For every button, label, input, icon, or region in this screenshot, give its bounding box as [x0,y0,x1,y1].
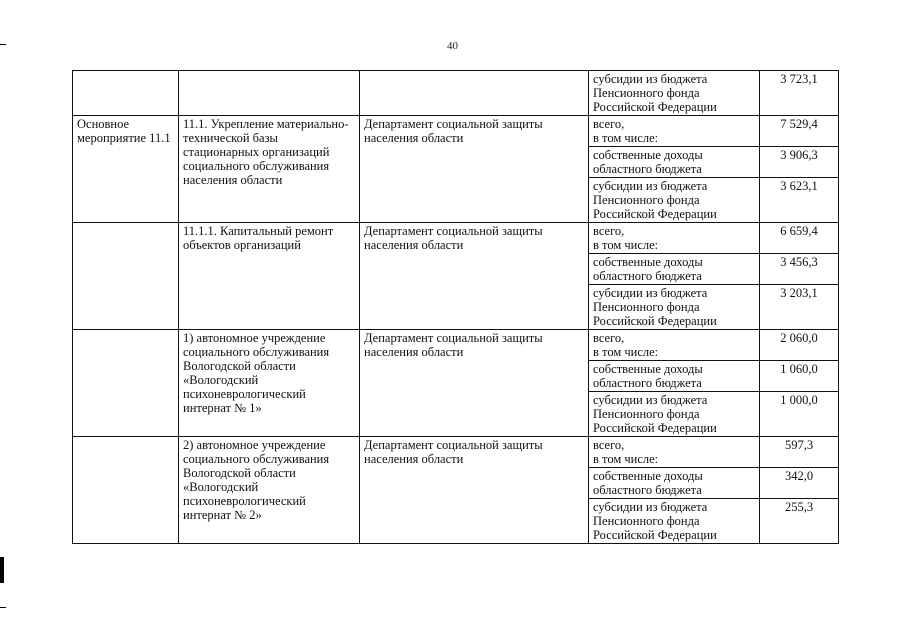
funding-source-cell: собственные доходы областного бюджета [589,254,760,285]
funding-source-cell: собственные доходы областного бюджета [589,361,760,392]
funding-source-cell: субсидии из бюджета Пенсионного фонда Российской Федерации [589,71,760,116]
amount-cell: 597,3 [760,437,839,468]
table-row [73,223,839,254]
main-event-cell [73,437,179,544]
amount-cell: 342,0 [760,468,839,499]
main-event-cell [73,223,179,330]
executor-cell: Департамент социальной защиты населения области [360,223,589,330]
page-number: 40 [447,40,458,52]
funding-source-cell: собственные доходы областного бюджета [589,147,760,178]
funding-source-cell: субсидии из бюджета Пенсионного фонда Российской Федерации [589,392,760,437]
amount-cell: 2 060,0 [760,330,839,361]
budget-table-body [73,71,839,544]
left-margin-tick-bottom [0,607,6,608]
funding-source-cell: всего, в том числе: [589,116,760,147]
left-margin-tick [0,44,6,45]
activity-cell: 11.1.1. Капитальный ремонт объектов организаций [179,223,360,330]
amount-cell: 1 060,0 [760,361,839,392]
activity-cell [179,71,360,116]
budget-table [72,70,839,544]
executor-cell: Департамент социальной защиты населения области [360,116,589,223]
amount-cell: 3 623,1 [760,178,839,223]
funding-source-cell: всего, в том числе: [589,330,760,361]
funding-source-cell: субсидии из бюджета Пенсионного фонда Российской Федерации [589,178,760,223]
table-row [73,330,839,361]
amount-cell: 3 723,1 [760,71,839,116]
executor-cell: Департамент социальной защиты населения области [360,330,589,437]
left-margin-barcode [0,557,4,583]
amount-cell: 3 906,3 [760,147,839,178]
funding-source-cell: всего, в том числе: [589,437,760,468]
table-row [73,437,839,468]
activity-cell: 1) автономное учреждение социального обслуживания Вологодской области «Вологодский психоневрологический интернат № 1» [179,330,360,437]
executor-cell [360,71,589,116]
funding-source-cell: собственные доходы областного бюджета [589,468,760,499]
amount-cell: 6 659,4 [760,223,839,254]
funding-source-cell: субсидии из бюджета Пенсионного фонда Российской Федерации [589,499,760,544]
amount-cell: 3 456,3 [760,254,839,285]
main-event-cell: Основное мероприятие 11.1 [73,116,179,223]
main-event-cell [73,71,179,116]
activity-cell: 2) автономное учреждение социального обслуживания Вологодской области «Вологодский психоневрологический интернат № 2» [179,437,360,544]
amount-cell: 255,3 [760,499,839,544]
executor-cell: Департамент социальной защиты населения области [360,437,589,544]
amount-cell: 3 203,1 [760,285,839,330]
activity-cell: 11.1. Укрепление материально- технической базы стационарных организаций социального обслуживания населения области [179,116,360,223]
funding-source-cell: всего, в том числе: [589,223,760,254]
amount-cell: 7 529,4 [760,116,839,147]
table-row [73,71,839,116]
funding-source-cell: субсидии из бюджета Пенсионного фонда Российской Федерации [589,285,760,330]
amount-cell: 1 000,0 [760,392,839,437]
table-row [73,116,839,147]
main-event-cell [73,330,179,437]
